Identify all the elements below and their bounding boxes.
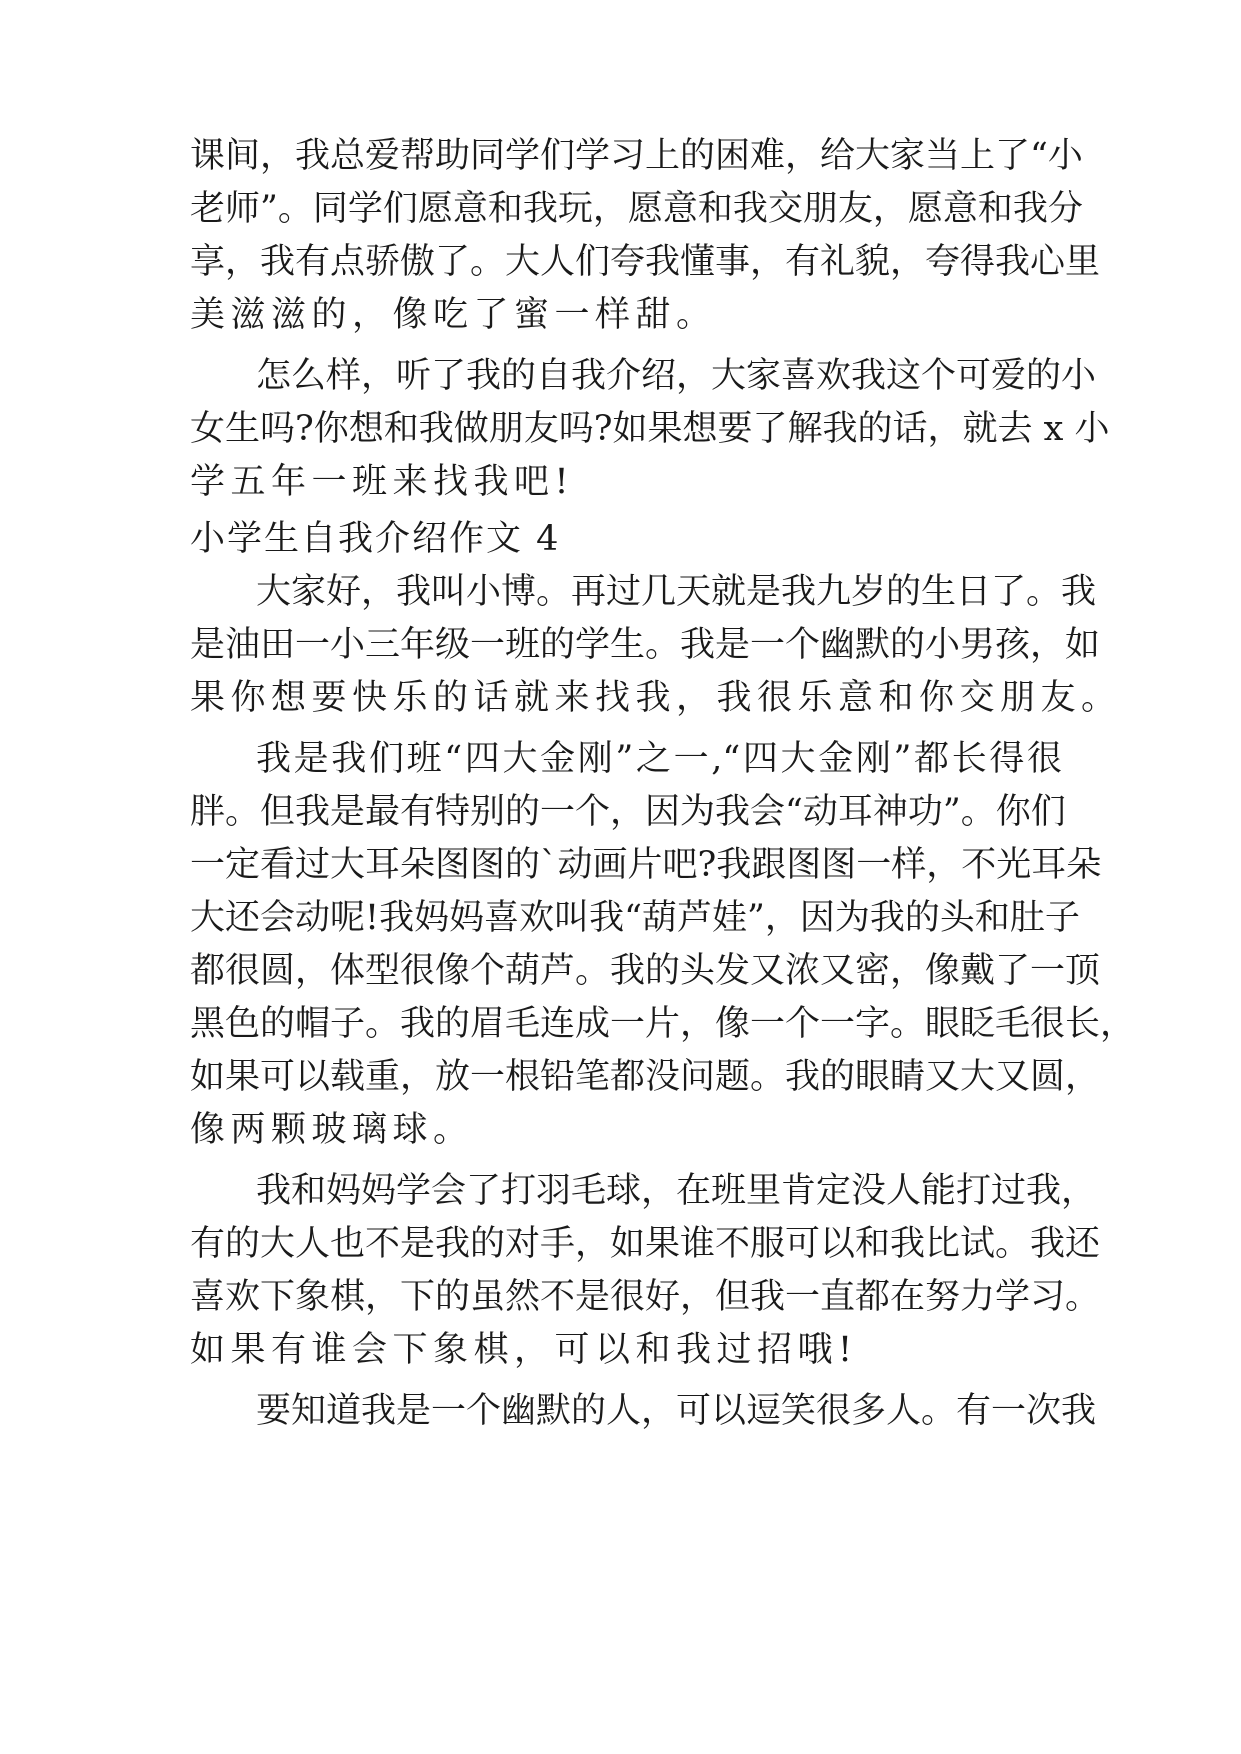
paragraph-gap bbox=[190, 342, 1062, 350]
text-line: 要知道我是一个幽默的人，可以逗笑很多人。有一次我 bbox=[256, 1391, 1097, 1431]
text-line: 大家好，我叫小博。再过几天就是我九岁的生日了。我 bbox=[256, 572, 1097, 612]
text-line: 美滋滋的，像吃了蜜一样甜。 bbox=[190, 295, 717, 335]
paragraph-gap bbox=[190, 1157, 1062, 1165]
text-line: 我是我们班“四大金刚”之一,“四大金刚”都长得很 bbox=[256, 739, 1062, 779]
text-line: 黑色的帽子。我的眉毛连成一片，像一个一字。眼眨毛很长， bbox=[190, 1004, 1136, 1044]
paragraph-gap bbox=[190, 1377, 1062, 1385]
text-line: 是油田一小三年级一班的学生。我是一个幽默的小男孩，如 bbox=[190, 625, 1101, 665]
text-line: 如果有谁会下象棋，可以和我过招哦! bbox=[190, 1330, 858, 1370]
text-line: 像两颗玻璃球。 bbox=[190, 1110, 474, 1150]
text-line: 都很圆，体型很像个葫芦。我的头发又浓又密，像戴了一顶 bbox=[190, 951, 1101, 991]
text-line: 如果可以载重，放一根铅笔都没问题。我的眼睛又大又圆， bbox=[190, 1057, 1101, 1097]
text-line: 怎么样，听了我的自我介绍，大家喜欢我这个可爱的小 bbox=[256, 356, 1097, 396]
document-body bbox=[190, 130, 1136, 1438]
paragraph-gap bbox=[190, 725, 1062, 733]
text-line: 学五年一班来找我吧! bbox=[190, 462, 575, 502]
text-line: 我和妈妈学会了打羽毛球，在班里肯定没人能打过我， bbox=[256, 1171, 1097, 1211]
text-line: 喜欢下象棋，下的虽然不是很好，但我一直都在努力学习。 bbox=[190, 1277, 1101, 1317]
text-line: 一定看过大耳朵图图的`动画片吧?我跟图图一样，不光耳朵 bbox=[190, 845, 1102, 885]
text-line: 女生吗?你想和我做朋友吗?如果想要了解我的话，就去 x 小 bbox=[190, 409, 1110, 449]
text-line: 胖。但我是最有特别的一个，因为我会“动耳神功”。你们 bbox=[190, 792, 1066, 832]
text-line: 有的大人也不是我的对手，如果谁不服可以和我比试。我还 bbox=[190, 1224, 1101, 1264]
text-line: 享，我有点骄傲了。大人们夸我懂事，有礼貌，夸得我心里 bbox=[190, 242, 1101, 282]
text-line: 课间，我总爱帮助同学们学习上的困难，给大家当上了“小 bbox=[190, 136, 1083, 176]
text-line: 老师”。同学们愿意和我玩，愿意和我交朋友，愿意和我分 bbox=[190, 189, 1083, 229]
text-line: 果你想要快乐的话就来找我，我很乐意和你交朋友。 bbox=[190, 678, 1122, 718]
section-heading: 小学生自我介绍作文 4 bbox=[190, 519, 561, 559]
text-line: 大还会动呢!我妈妈喜欢叫我“葫芦娃”，因为我的头和肚子 bbox=[190, 898, 1080, 938]
